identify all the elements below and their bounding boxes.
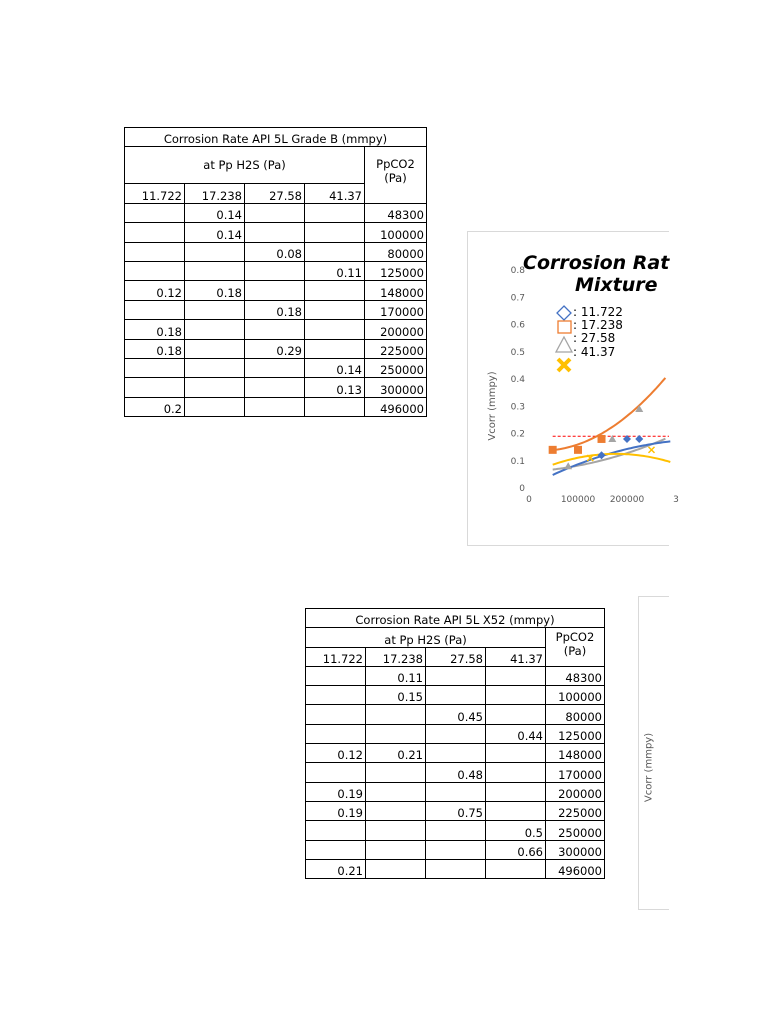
rate-cell	[125, 300, 185, 319]
rate-cell: 0.19	[306, 801, 366, 820]
ppco2-cell: 200000	[546, 782, 605, 801]
rate-cell: 0.48	[426, 763, 486, 782]
y-tick-label: 0.3	[510, 402, 525, 413]
rate-cell: 0.18	[125, 339, 185, 358]
table-row	[125, 281, 427, 300]
ppco2-cell: 80000	[365, 242, 427, 261]
x-axis-ticks	[526, 495, 679, 505]
ppco2-cell: 300000	[546, 840, 605, 859]
point-11-722	[598, 451, 606, 459]
rate-cell	[245, 261, 305, 280]
y-tick-label: 0.1	[510, 456, 525, 467]
rate-cell	[185, 358, 245, 377]
rate-cell	[486, 686, 546, 705]
rate-cell	[366, 859, 426, 878]
ppco2-cell: 170000	[365, 300, 427, 319]
x-tick-label: 0	[526, 495, 532, 505]
rate-cell: 0.19	[306, 782, 366, 801]
ppco2-header: PpCO2 (Pa)	[546, 628, 605, 667]
rate-cell	[426, 686, 486, 705]
y-axis-ticks	[511, 266, 526, 494]
rate-cell	[366, 801, 426, 820]
rate-cell	[366, 763, 426, 782]
rate-cell	[185, 339, 245, 358]
table-row	[125, 320, 427, 339]
rate-cell	[245, 223, 305, 242]
chart-title-line2: Mixture	[575, 274, 658, 296]
ppco2-cell: 48300	[546, 666, 605, 685]
ppco2-cell: 170000	[546, 763, 605, 782]
y-axis-label: Vcorr (mmpy)	[487, 371, 498, 441]
rate-cell	[426, 840, 486, 859]
rate-cell: 0.2	[125, 397, 185, 416]
legend-marker-x	[558, 359, 570, 371]
ppco2-cell: 225000	[365, 339, 427, 358]
rate-cell	[486, 666, 546, 685]
point-17-238	[598, 435, 606, 443]
y-tick-label: 0.7	[510, 293, 525, 304]
rate-cell	[185, 378, 245, 397]
rate-cell	[305, 320, 365, 339]
rate-cell	[426, 724, 486, 743]
rate-cell	[245, 397, 305, 416]
ppco2-cell: 148000	[546, 744, 605, 763]
rate-cell: 0.75	[426, 801, 486, 820]
chart-title-line1: Corrosion Rat	[523, 252, 670, 274]
table-row	[306, 724, 605, 743]
rate-cell: 0.18	[245, 300, 305, 319]
rate-cell	[185, 242, 245, 261]
rate-cell	[426, 666, 486, 685]
legend-marker-diamond	[557, 306, 571, 320]
x-tick-label: 200000	[609, 495, 645, 505]
table-row	[306, 666, 605, 685]
table-row	[306, 705, 605, 724]
y-tick-label: 0.5	[510, 347, 525, 358]
rate-cell: 0.14	[305, 358, 365, 377]
table-row	[125, 300, 427, 319]
rate-cell	[305, 242, 365, 261]
column-header: 27.58	[245, 184, 305, 203]
rate-cell	[426, 744, 486, 763]
table-row	[125, 223, 427, 242]
rate-cell	[306, 724, 366, 743]
rate-cell	[366, 705, 426, 724]
rate-cell	[185, 397, 245, 416]
rate-cell	[185, 300, 245, 319]
corrosion-chart-2	[638, 596, 669, 910]
rate-cell	[426, 782, 486, 801]
rate-cell	[245, 378, 305, 397]
legend-label: : 27.58	[573, 331, 616, 345]
ppco2-cell: 225000	[546, 801, 605, 820]
rate-cell	[366, 724, 426, 743]
trend-17-238	[553, 378, 666, 450]
rate-cell: 0.11	[305, 261, 365, 280]
table-row	[306, 763, 605, 782]
legend	[556, 305, 623, 371]
table-row	[306, 686, 605, 705]
legend-label: : 17.238	[573, 318, 623, 332]
ppco2-cell: 125000	[546, 724, 605, 743]
table-subheader: at Pp H2S (Pa)	[306, 628, 546, 647]
rate-cell: 0.14	[185, 203, 245, 222]
ppco2-cell: 200000	[365, 320, 427, 339]
table-title: Corrosion Rate API 5L Grade B (mmpy)	[125, 128, 427, 147]
y-tick-label: 0.4	[510, 375, 525, 385]
rate-cell: 0.21	[306, 859, 366, 878]
rate-cell: 0.15	[366, 686, 426, 705]
column-header: 41.37	[305, 184, 365, 203]
table-subheader: at Pp H2S (Pa)	[125, 147, 365, 184]
table-row	[125, 339, 427, 358]
table-row	[125, 242, 427, 261]
ppco2-cell: 80000	[546, 705, 605, 724]
rate-cell	[306, 705, 366, 724]
rate-cell	[366, 821, 426, 840]
rate-cell	[245, 203, 305, 222]
rate-cell: 0.12	[125, 281, 185, 300]
table-row	[125, 378, 427, 397]
rate-cell	[125, 242, 185, 261]
rate-cell: 0.66	[486, 840, 546, 859]
ppco2-header: PpCO2 (Pa)	[365, 147, 427, 203]
rate-cell	[185, 261, 245, 280]
legend-marker-triangle	[556, 337, 572, 352]
ppco2-cell: 100000	[365, 223, 427, 242]
point-41-37	[649, 447, 655, 453]
point-17-238	[574, 446, 582, 454]
corrosion-chart	[467, 231, 679, 546]
rate-cell	[305, 397, 365, 416]
rate-cell	[486, 744, 546, 763]
rate-cell	[245, 281, 305, 300]
y-tick-label: 0.2	[510, 429, 525, 440]
y-tick-label: 0.8	[510, 266, 525, 276]
rate-cell	[486, 859, 546, 878]
rate-cell	[305, 300, 365, 319]
table-title: Corrosion Rate API 5L X52 (mmpy)	[306, 609, 605, 628]
rate-cell	[486, 782, 546, 801]
rate-cell: 0.45	[426, 705, 486, 724]
rate-cell	[125, 378, 185, 397]
legend-marker-square	[558, 321, 571, 333]
corrosion-table-x52	[305, 608, 605, 879]
column-header: 17.238	[366, 647, 426, 666]
column-header: 11.722	[306, 647, 366, 666]
column-header: 41.37	[486, 647, 546, 666]
rate-cell: 0.08	[245, 242, 305, 261]
rate-cell	[305, 281, 365, 300]
rate-cell	[125, 261, 185, 280]
ppco2-cell: 125000	[365, 261, 427, 280]
rate-cell: 0.18	[185, 281, 245, 300]
rate-cell	[366, 782, 426, 801]
rate-cell	[306, 840, 366, 859]
legend-label: : 41.37	[573, 345, 616, 359]
rate-cell	[185, 320, 245, 339]
rate-cell: 0.5	[486, 821, 546, 840]
table-row	[125, 358, 427, 377]
rate-cell	[366, 840, 426, 859]
rate-cell	[486, 705, 546, 724]
rate-cell: 0.13	[305, 378, 365, 397]
rate-cell	[486, 801, 546, 820]
rate-cell	[245, 320, 305, 339]
rate-cell: 0.44	[486, 724, 546, 743]
ppco2-cell: 100000	[546, 686, 605, 705]
rate-cell: 0.29	[245, 339, 305, 358]
point-27-58	[564, 462, 572, 469]
rate-cell: 0.12	[306, 744, 366, 763]
chart-svg	[468, 232, 679, 545]
point-11-722	[635, 435, 643, 443]
ppco2-cell: 496000	[365, 397, 427, 416]
rate-cell: 0.21	[366, 744, 426, 763]
ppco2-cell: 48300	[365, 203, 427, 222]
x-tick-label: 100000	[560, 495, 596, 505]
column-header: 17.238	[185, 184, 245, 203]
table-row	[125, 203, 427, 222]
rate-cell	[305, 223, 365, 242]
rate-cell	[426, 859, 486, 878]
rate-cell	[306, 666, 366, 685]
rate-cell	[306, 686, 366, 705]
trend-41-37	[553, 454, 671, 465]
table-row	[125, 261, 427, 280]
rate-cell	[305, 203, 365, 222]
y-tick-label: 0	[519, 484, 525, 494]
rate-cell: 0.18	[125, 320, 185, 339]
column-header: 27.58	[426, 647, 486, 666]
column-header: 11.722	[125, 184, 185, 203]
rate-cell	[125, 358, 185, 377]
rate-cell: 0.11	[366, 666, 426, 685]
y-tick-label: 0.6	[510, 320, 525, 331]
rate-cell	[125, 203, 185, 222]
rate-cell	[305, 339, 365, 358]
point-17-238	[549, 446, 557, 454]
rate-cell	[306, 763, 366, 782]
legend-label: : 11.722	[573, 305, 623, 319]
rate-cell: 0.14	[185, 223, 245, 242]
table-row	[306, 801, 605, 820]
table-row	[306, 744, 605, 763]
ppco2-cell: 300000	[365, 378, 427, 397]
table-row	[125, 397, 427, 416]
y-axis-label-2: Vcorr (mmpy)	[643, 732, 655, 803]
table-row	[306, 840, 605, 859]
rate-cell	[245, 358, 305, 377]
rate-cell	[426, 821, 486, 840]
trend-lines	[553, 378, 671, 475]
rate-cell	[486, 763, 546, 782]
ppco2-cell: 148000	[365, 281, 427, 300]
ppco2-cell: 250000	[365, 358, 427, 377]
x-tick-label: 3	[673, 495, 679, 505]
table-row	[306, 782, 605, 801]
ppco2-cell: 250000	[546, 821, 605, 840]
table-row	[306, 859, 605, 878]
rate-cell	[306, 821, 366, 840]
rate-cell	[125, 223, 185, 242]
table-row	[306, 821, 605, 840]
ppco2-cell: 496000	[546, 859, 605, 878]
corrosion-table-grade-b	[124, 127, 427, 417]
